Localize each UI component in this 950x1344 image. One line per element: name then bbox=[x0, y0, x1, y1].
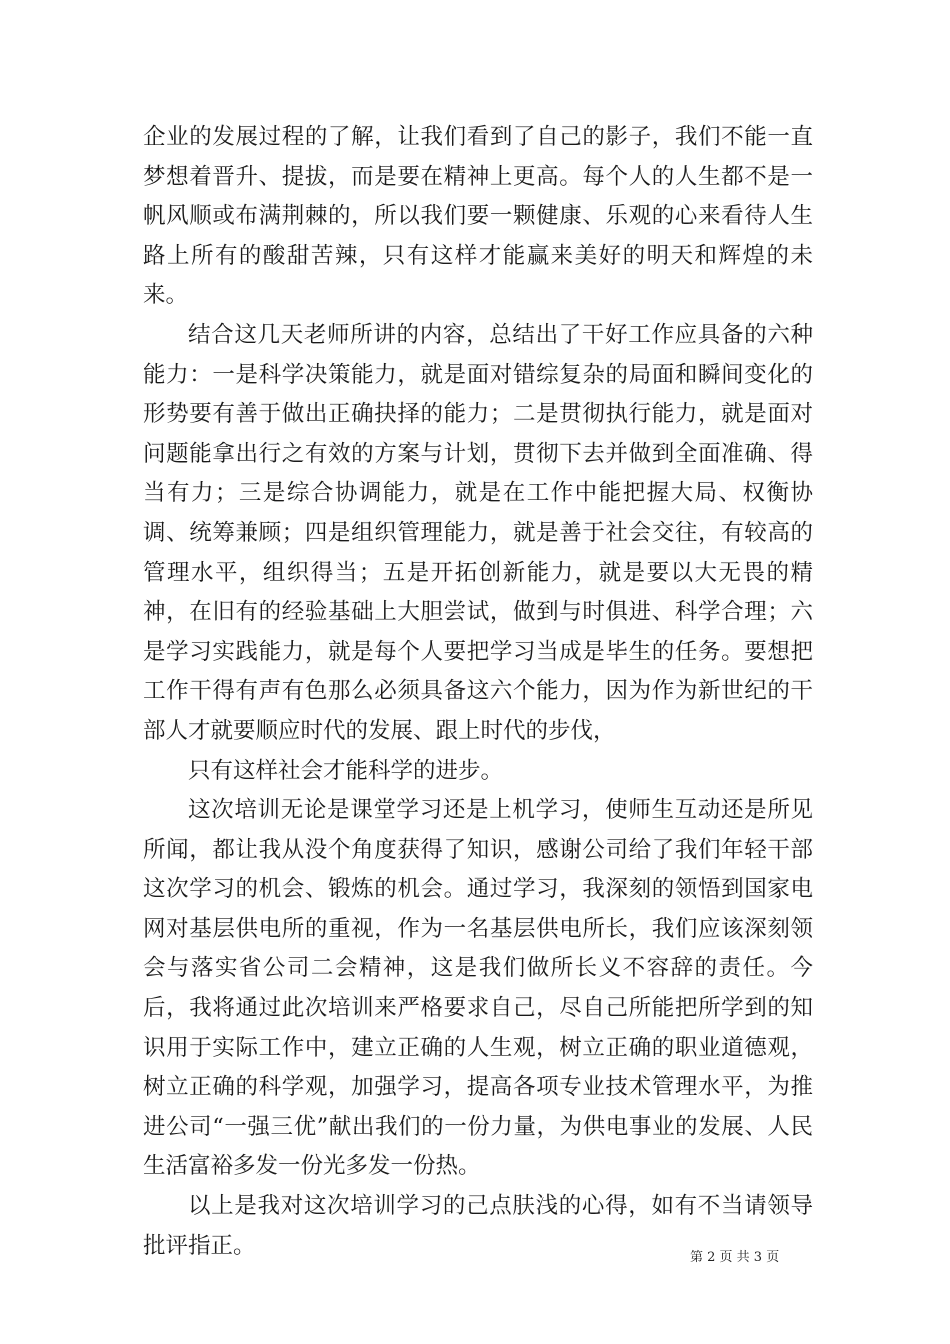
page-number-footer: 第 2 页 共 3 页 bbox=[690, 1250, 780, 1265]
paragraph-2: 结合这几天老师所讲的内容，总结出了干好工作应具备的六种能力：一是科学决策能力，就是面对错综复杂的局面和瞬间变化的形势要有善于做出正确抉择的能力；二是贯彻执行能力，就是面对问题能拿出行之有效的方案与计划，贯彻下去并做到全面准确、得当有力；三是综合协调能力，就是在工作中能把握大局、权衡协调、统筹兼顾；四是组织管理能力，就是善于社会交往，有较高的管理水平，组织得当；五是开拓创新能力，就是要以大无畏的精神，在旧有的经验基础上大胆尝试，做到与时俱进、科学合理；六是学习实践能力，就是每个人要把学习当成是毕生的任务。要想把工作干得有声有色那么必须具备这六个能力，因为作为新世纪的干部人才就要顺应时代的发展、跟上时代的步伐， bbox=[143, 321, 813, 744]
paragraph-3: 只有这样社会才能科学的进步。 bbox=[188, 757, 504, 784]
paragraph-1: 企业的发展过程的了解，让我们看到了自己的影子，我们不能一直梦想着晋升、提拔，而是要在精神上更高。每个人的人生都不是一帆风顺或布满荆棘的，所以我们要一颗健康、乐观的心来看待人生路上所有的酸甜苦辣，只有这样才能赢来美好的明天和辉煌的未来。 bbox=[143, 124, 813, 309]
paragraph-5: 以上是我对这次培训学习的己点肤浅的心得，如有不当请领导批评指正。 bbox=[143, 1193, 813, 1259]
document-body bbox=[143, 118, 813, 1266]
paragraph-4: 这次培训无论是课堂学习还是上机学习，使师生互动还是所见所闻，都让我从没个角度获得了知识，感谢公司给了我们年轻干部这次学习的机会、锻炼的机会。通过学习，我深刻的领悟到国家电网对基层供电所的重视，作为一名基层供电所长，我们应该深刻领会与落实省公司二会精神，这是我们做所长义不容辞的责任。今后，我将通过此次培训来严格要求自己，尽自己所能把所学到的知识用于实际工作中，建立正确的人生观，树立正确的职业道德观，树立正确的科学观，加强学习，提高各项专业技术管理水平，为推进公司“一强三优”献出我们的一份力量，为供电事业的发展、人民生活富裕多发一份光多发一份热。 bbox=[143, 797, 813, 1180]
